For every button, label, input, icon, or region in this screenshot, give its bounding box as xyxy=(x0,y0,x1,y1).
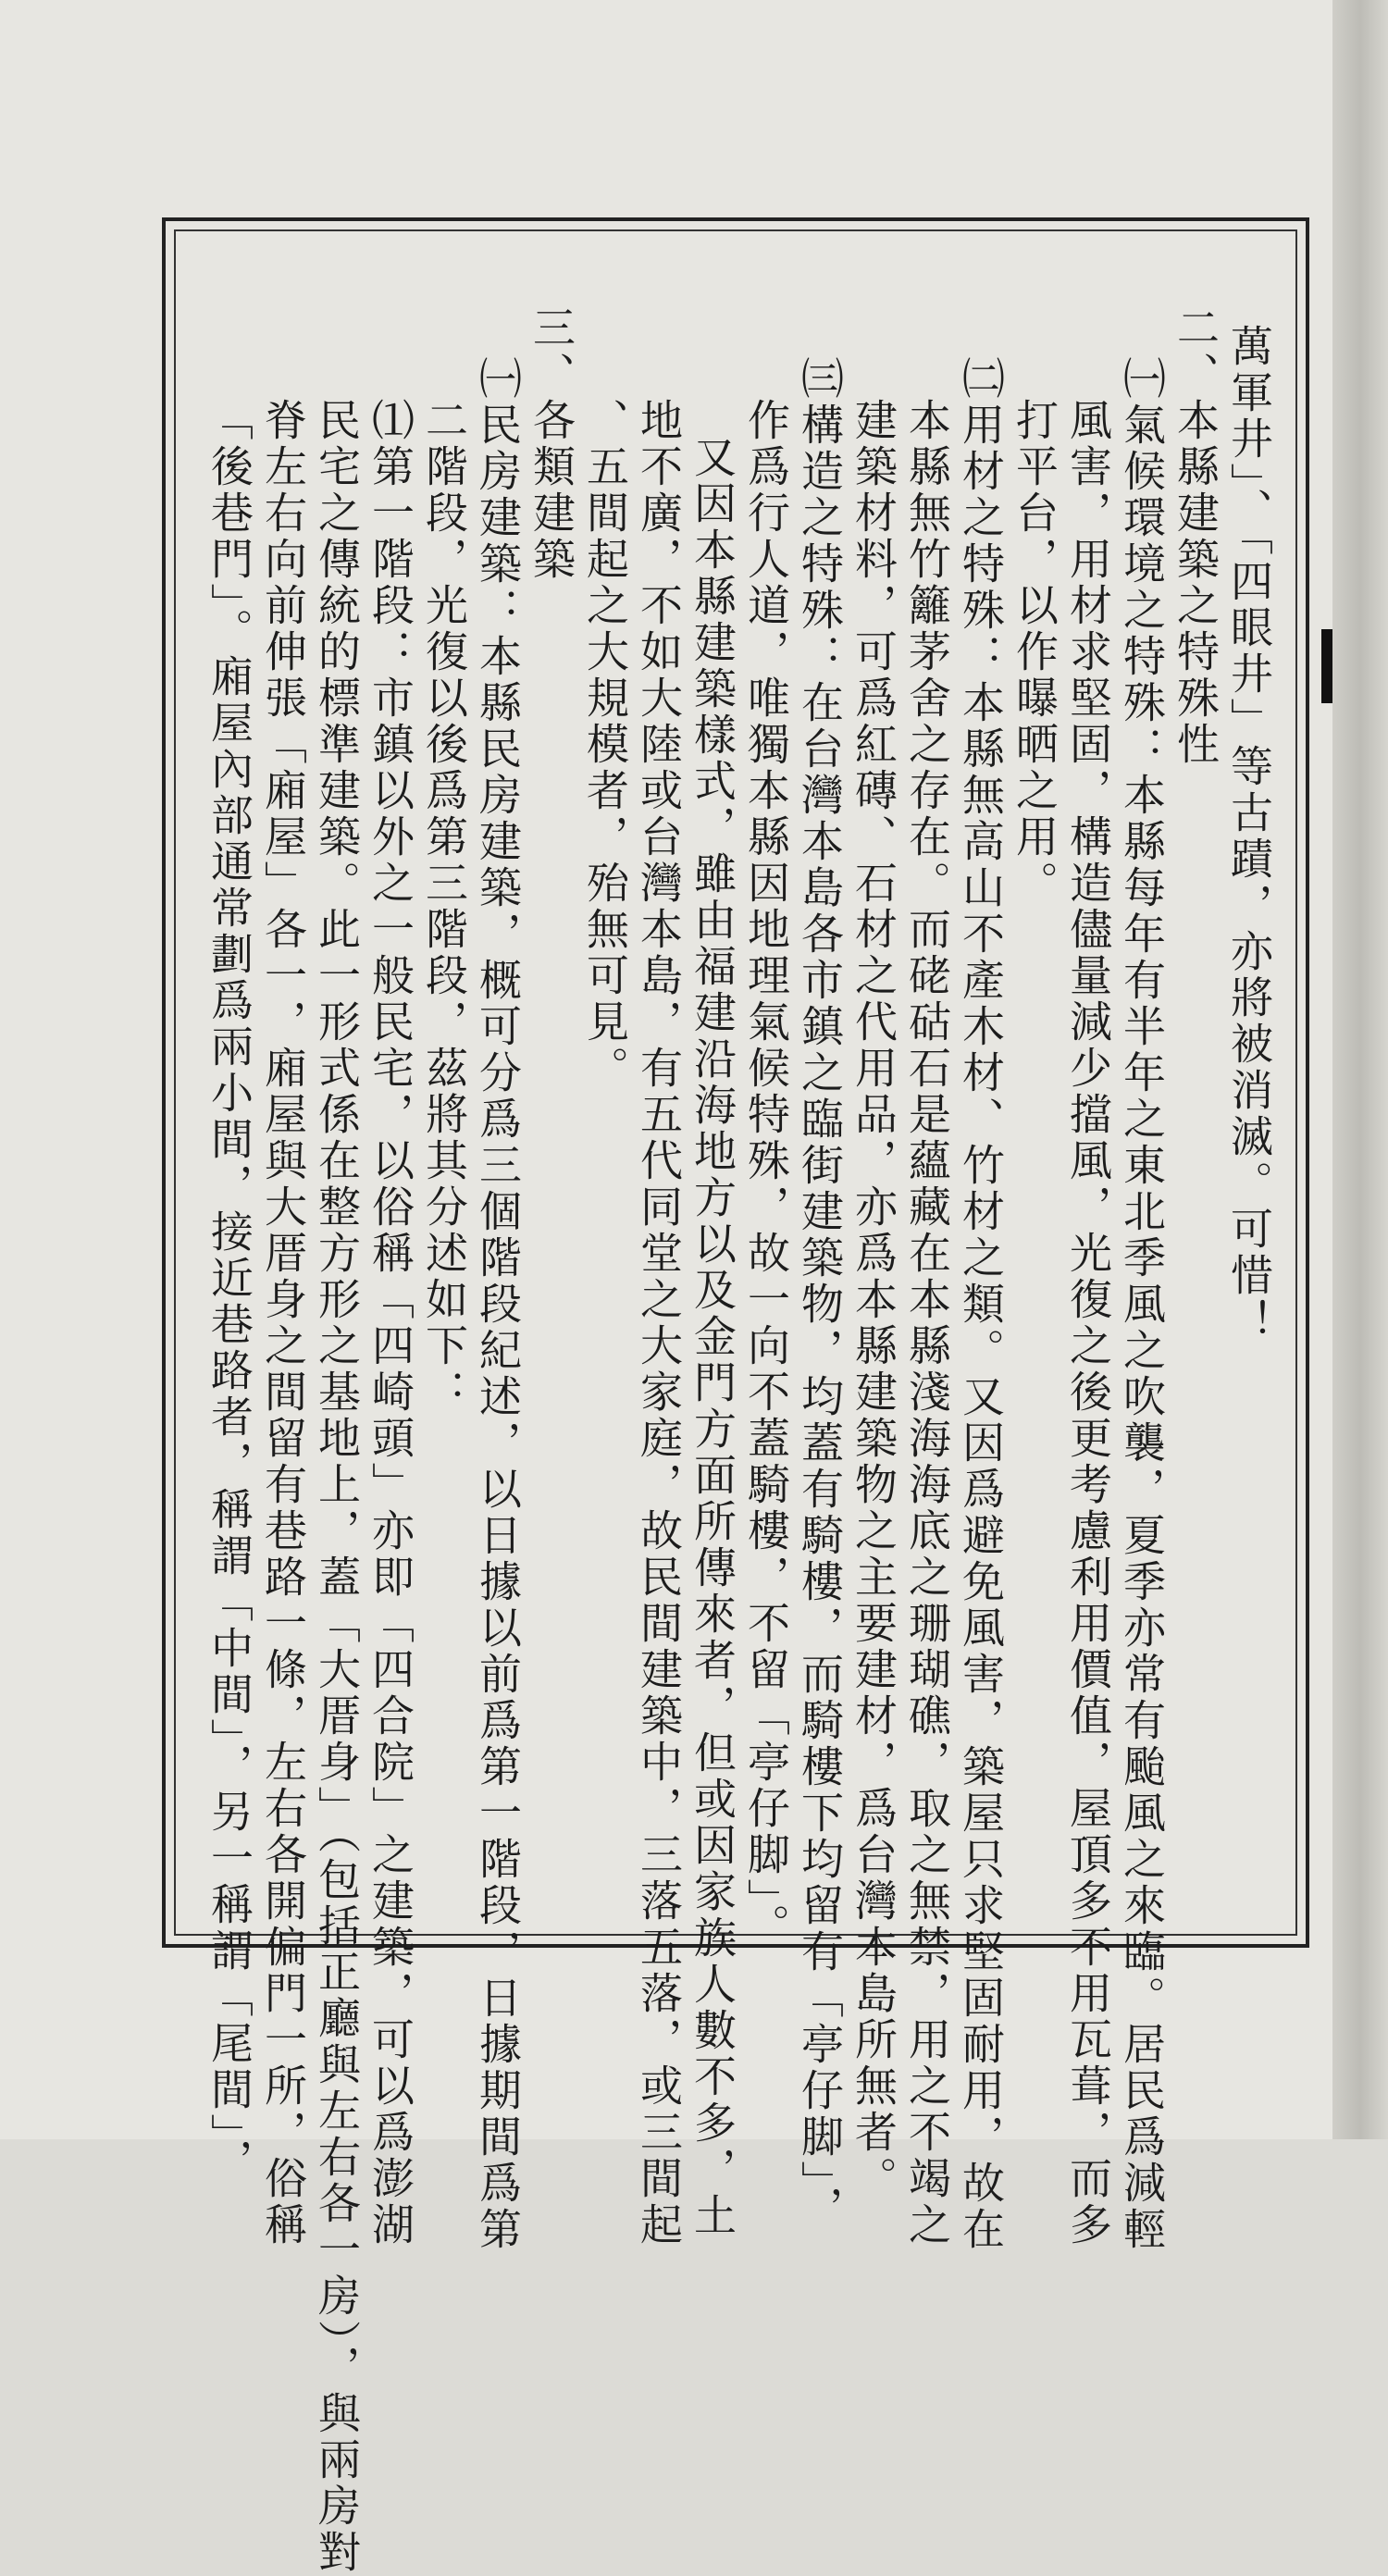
text-column-4: 風害，用材求堅固，構造儘量減少擋風，光復之後更考慮利用價值，屋頂多不用瓦葺，而多 xyxy=(1063,398,1113,2248)
text-column-14-heading: 三、各類建築 xyxy=(527,305,576,583)
text-column-3: ㈠氣候環境之特殊：本縣每年有半年之東北季風之吹襲，夏季亦常有颱風之來臨。居民爲減輕 xyxy=(1117,356,1167,2253)
text-column-17: ⑴第一階段：市鎮以外之一般民宅，以俗稱「四崎頭」亦即「四合院」之建築，可以爲澎湖 xyxy=(366,398,415,2248)
text-column-13: 、五間起之大規模者，殆無可見。 xyxy=(580,398,630,1092)
text-column-8: 建築材料，可爲紅磚、石材之代用品，亦爲本縣建築物之主要建材，爲台灣本島所無者。 xyxy=(849,398,898,2202)
page-gutter xyxy=(1332,0,1388,2139)
text-column-9: ㈢構造之特殊：在台灣本島各市鎮之臨街建築物，均蓋有騎樓，而騎樓下均留有「亭仔脚」， xyxy=(795,356,845,2232)
text-column-18: 民宅之傳統的標準建築。此一形式係在整方形之基地上，蓋「大厝身」（包括正廳與左右各一房），與兩房對 xyxy=(312,398,362,2576)
text-column-7: 本縣無竹籬茅舍之存在。而硓𥑮石是蘊藏在本縣淺海海底之珊瑚礁，取之無禁，用之不竭之 xyxy=(902,398,952,2248)
text-column-15: ㈠民房建築：本縣民房建築，概可分爲三個階段紀述，以日據以前爲第一階段，日據期間爲第 xyxy=(473,356,523,2253)
text-column-10: 作爲行人道，唯獨本縣因地理氣候特殊，故一向不蓋騎樓，不留「亭仔脚」。 xyxy=(741,398,791,1950)
text-column-11: 又因本縣建築樣式，雖由福建沿海地方以及金門方面所傳來者，但或因家族人數不多，土 xyxy=(688,435,737,2239)
text-column-6: ㈡用材之特殊：本縣無高山不產木材、竹材之類。又因爲避免風害，築屋只求堅固耐用，故在 xyxy=(956,356,1006,2253)
text-column-19: 脊左右向前伸張「廂屋」各一，廂屋與大厝身之間留有巷路一條，左右各開偏門一所，俗稱 xyxy=(258,398,308,2248)
text-column-1: 萬軍井」、「四眼井」等古蹟，亦將被消滅。可惜！ xyxy=(1224,324,1274,1345)
text-column-12: 地不廣，不如大陸或台灣本島，有五代同堂之大家庭，故民間建築中，三落五落，或三間起 xyxy=(634,398,684,2248)
text-column-20: 「後巷門」。廂屋內部通常劃爲兩小間，接近巷路者，稱謂「中間」，另一稱謂「尾間」， xyxy=(204,398,254,2185)
text-column-5: 打平台，以作曝晒之用。 xyxy=(1010,398,1060,907)
text-column-16: 二階段，光復以後爲第三階段，茲將其分述如下： xyxy=(419,398,469,1416)
text-column-2-heading: 二、本縣建築之特殊性 xyxy=(1171,305,1221,768)
